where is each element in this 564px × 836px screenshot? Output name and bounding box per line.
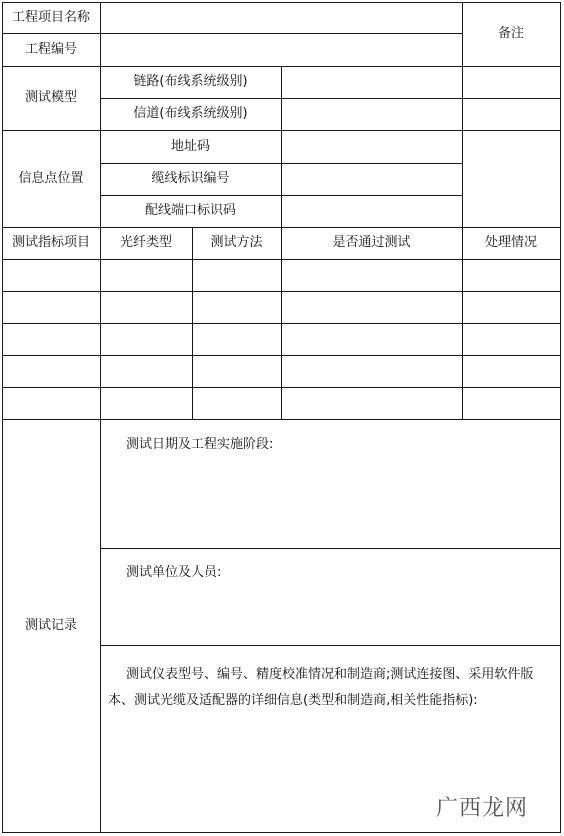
col-pass-test: 是否通过测试 bbox=[332, 235, 411, 251]
channel-label: 信道(布线系统级别) bbox=[133, 106, 248, 122]
border-bottom bbox=[2, 832, 561, 833]
address-code-label: 地址码 bbox=[170, 138, 210, 154]
col-test-item: 测试指标项目 bbox=[11, 235, 90, 251]
col-test-method: 测试方法 bbox=[210, 235, 263, 251]
date-stage-text: 测试日期及工程实施阶段: bbox=[126, 437, 274, 452]
cable-id-label: 缆线标识编号 bbox=[151, 171, 230, 187]
project-name-label: 工程项目名称 bbox=[11, 9, 90, 25]
test-model-label: 测试模型 bbox=[24, 90, 77, 106]
instrument-info-text: 测试仪表型号、编号、精度校准情况和制造商;测试连接图、采用软件版本、测试光缆及适配器的详细信息(类型和制造商,相关性能指标): bbox=[108, 667, 534, 708]
link-label: 链路(布线系统级别) bbox=[133, 74, 248, 90]
col-fiber-type: 光纤类型 bbox=[119, 235, 172, 251]
border-right bbox=[560, 2, 561, 833]
remark-label: 备注 bbox=[497, 26, 524, 42]
unit-staff-text: 测试单位及人员: bbox=[126, 565, 222, 580]
test-record-label: 测试记录 bbox=[24, 618, 77, 634]
project-no-label: 工程编号 bbox=[24, 41, 77, 57]
info-point-label: 信息点位置 bbox=[18, 170, 84, 186]
divider bbox=[100, 645, 561, 646]
divider bbox=[100, 548, 561, 549]
watermark: 广西龙网 bbox=[435, 796, 528, 821]
patch-port-id-label: 配线端口标识码 bbox=[144, 203, 236, 219]
col-handling: 处理情况 bbox=[484, 235, 537, 251]
